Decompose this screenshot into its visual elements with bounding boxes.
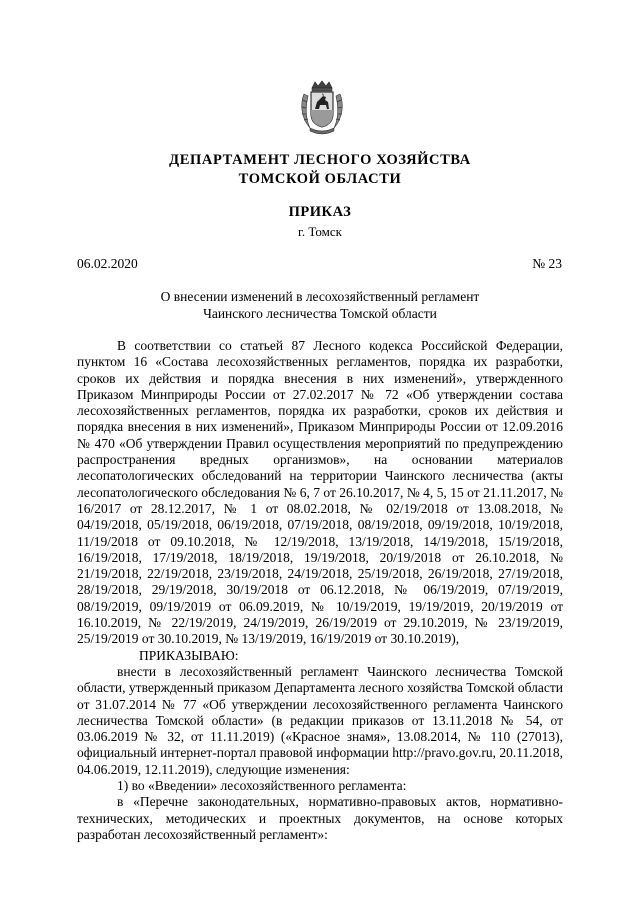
coat-of-arms-icon — [300, 80, 344, 136]
department-name-line2: ТОМСКОЙ ОБЛАСТИ — [238, 171, 402, 187]
order-number: № 23 — [532, 256, 562, 271]
order-subject — [80, 288, 560, 322]
city-label: г. Томск — [298, 224, 342, 239]
item-1: 1) во «Введении» лесохозяйственного регламента: — [117, 778, 407, 794]
subject-line1: О внесении изменений в лесохозяйственный регламент — [160, 289, 480, 304]
order-body — [77, 338, 563, 843]
order-date: 06.02.2020 — [77, 256, 138, 271]
list-paragraph: в «Перечне законодательных, нормативно-правовых актов, нормативно-технических, методических и проектных документов, на основе которых разработан лесохозяйственный регламент»: — [77, 794, 563, 842]
preamble-paragraph: В соответствии со статьей 87 Лесного кодекса Российской Федерации, пунктом 16 «Состава лесохозяйственных регламентов, порядка их разработки, сроков их действия и порядка внесения в них изменений», утвержденного Приказом Минприроды России от 27.02.2017 № 72 «Об утверждении состава лесохозяйственных регламентов, порядка их разработки, сроков их действия и порядка внесения в них изменений», Приказом Минприроды России от 12.09.2016 № 470 «Об утверждении Правил осуществления мероприятий по предупреждению распространения вредных организмов», на основании материалов лесопатологических обследований на территории Чаинского лесничества (акты лесопатологического обследования № 6, 7 от 26.10.2017, № 4, 5, 15 от 21.11.2017, № 16/2017 от 28.12.2017, № 1 от 08.02.2018, № 02/19/2018 от 13.08.2018, № 04/19/2018, 05/19/2018, 06/19/2018, 07/19/2018, 08/19/2018, 09/19/2018, 10/19/2018, 11/19/2018 от 09.10.2018, № 12/19/2018, 13/19/2018, 14/19/2018, 15/19/2018, 16/19/2018, 17/19/2018, 18/19/2018, 19/19/2018, 20/19/2018 от 26.10.2018, № 21/19/2018, 22/19/2018, 23/19/2018, 24/19/2018, 25/19/2018, 26/19/2018, 27/19/2018, 28/19/2018, 29/19/2018, 30/19/2018 от 06.12.2018, № 06/19/2019, 07/19/2019, 08/19/2019, 09/19/2019 от 06.09.2019, № 10/19/2019, 19/19/2019, 20/19/2019 от 16.10.2019, № 22/19/2019, 24/19/2019, 26/19/2019 от 29.10.2019, № 23/19/2019, 25/19/2019 от 30.10.2019, № 13/19/2019, 16/19/2019 от 30.10.2019), — [77, 338, 563, 647]
department-name-line1: ДЕПАРТАМЕНТ ЛЕСНОГО ХОЗЯЙСТВА — [169, 152, 471, 168]
order-word: ПРИКАЗЫВАЮ: — [139, 647, 239, 663]
subject-line2: Чаинского лесничества Томской области — [203, 306, 437, 321]
order-title: ПРИКАЗ — [288, 204, 352, 220]
amendment-paragraph: внести в лесохозяйственный регламент Чаинского лесничества Томской области, утвержденный приказом Департамента лесного хозяйства Томской области от 31.07.2014 № 77 «Об утверждении лесохозяйственного регламента Чаинского лесничества Томской области» (в редакции приказов от 13.11.2018 № 54, от 03.06.2019 № 32, от 11.11.2019) («Красное знамя», 13.08.2014, № 110 (27013), официальный интернет-портал правовой информации http://pravo.gov.ru, 20.11.2018, 04.06.2019, 12.11.2019), следующие изменения: — [77, 663, 563, 777]
